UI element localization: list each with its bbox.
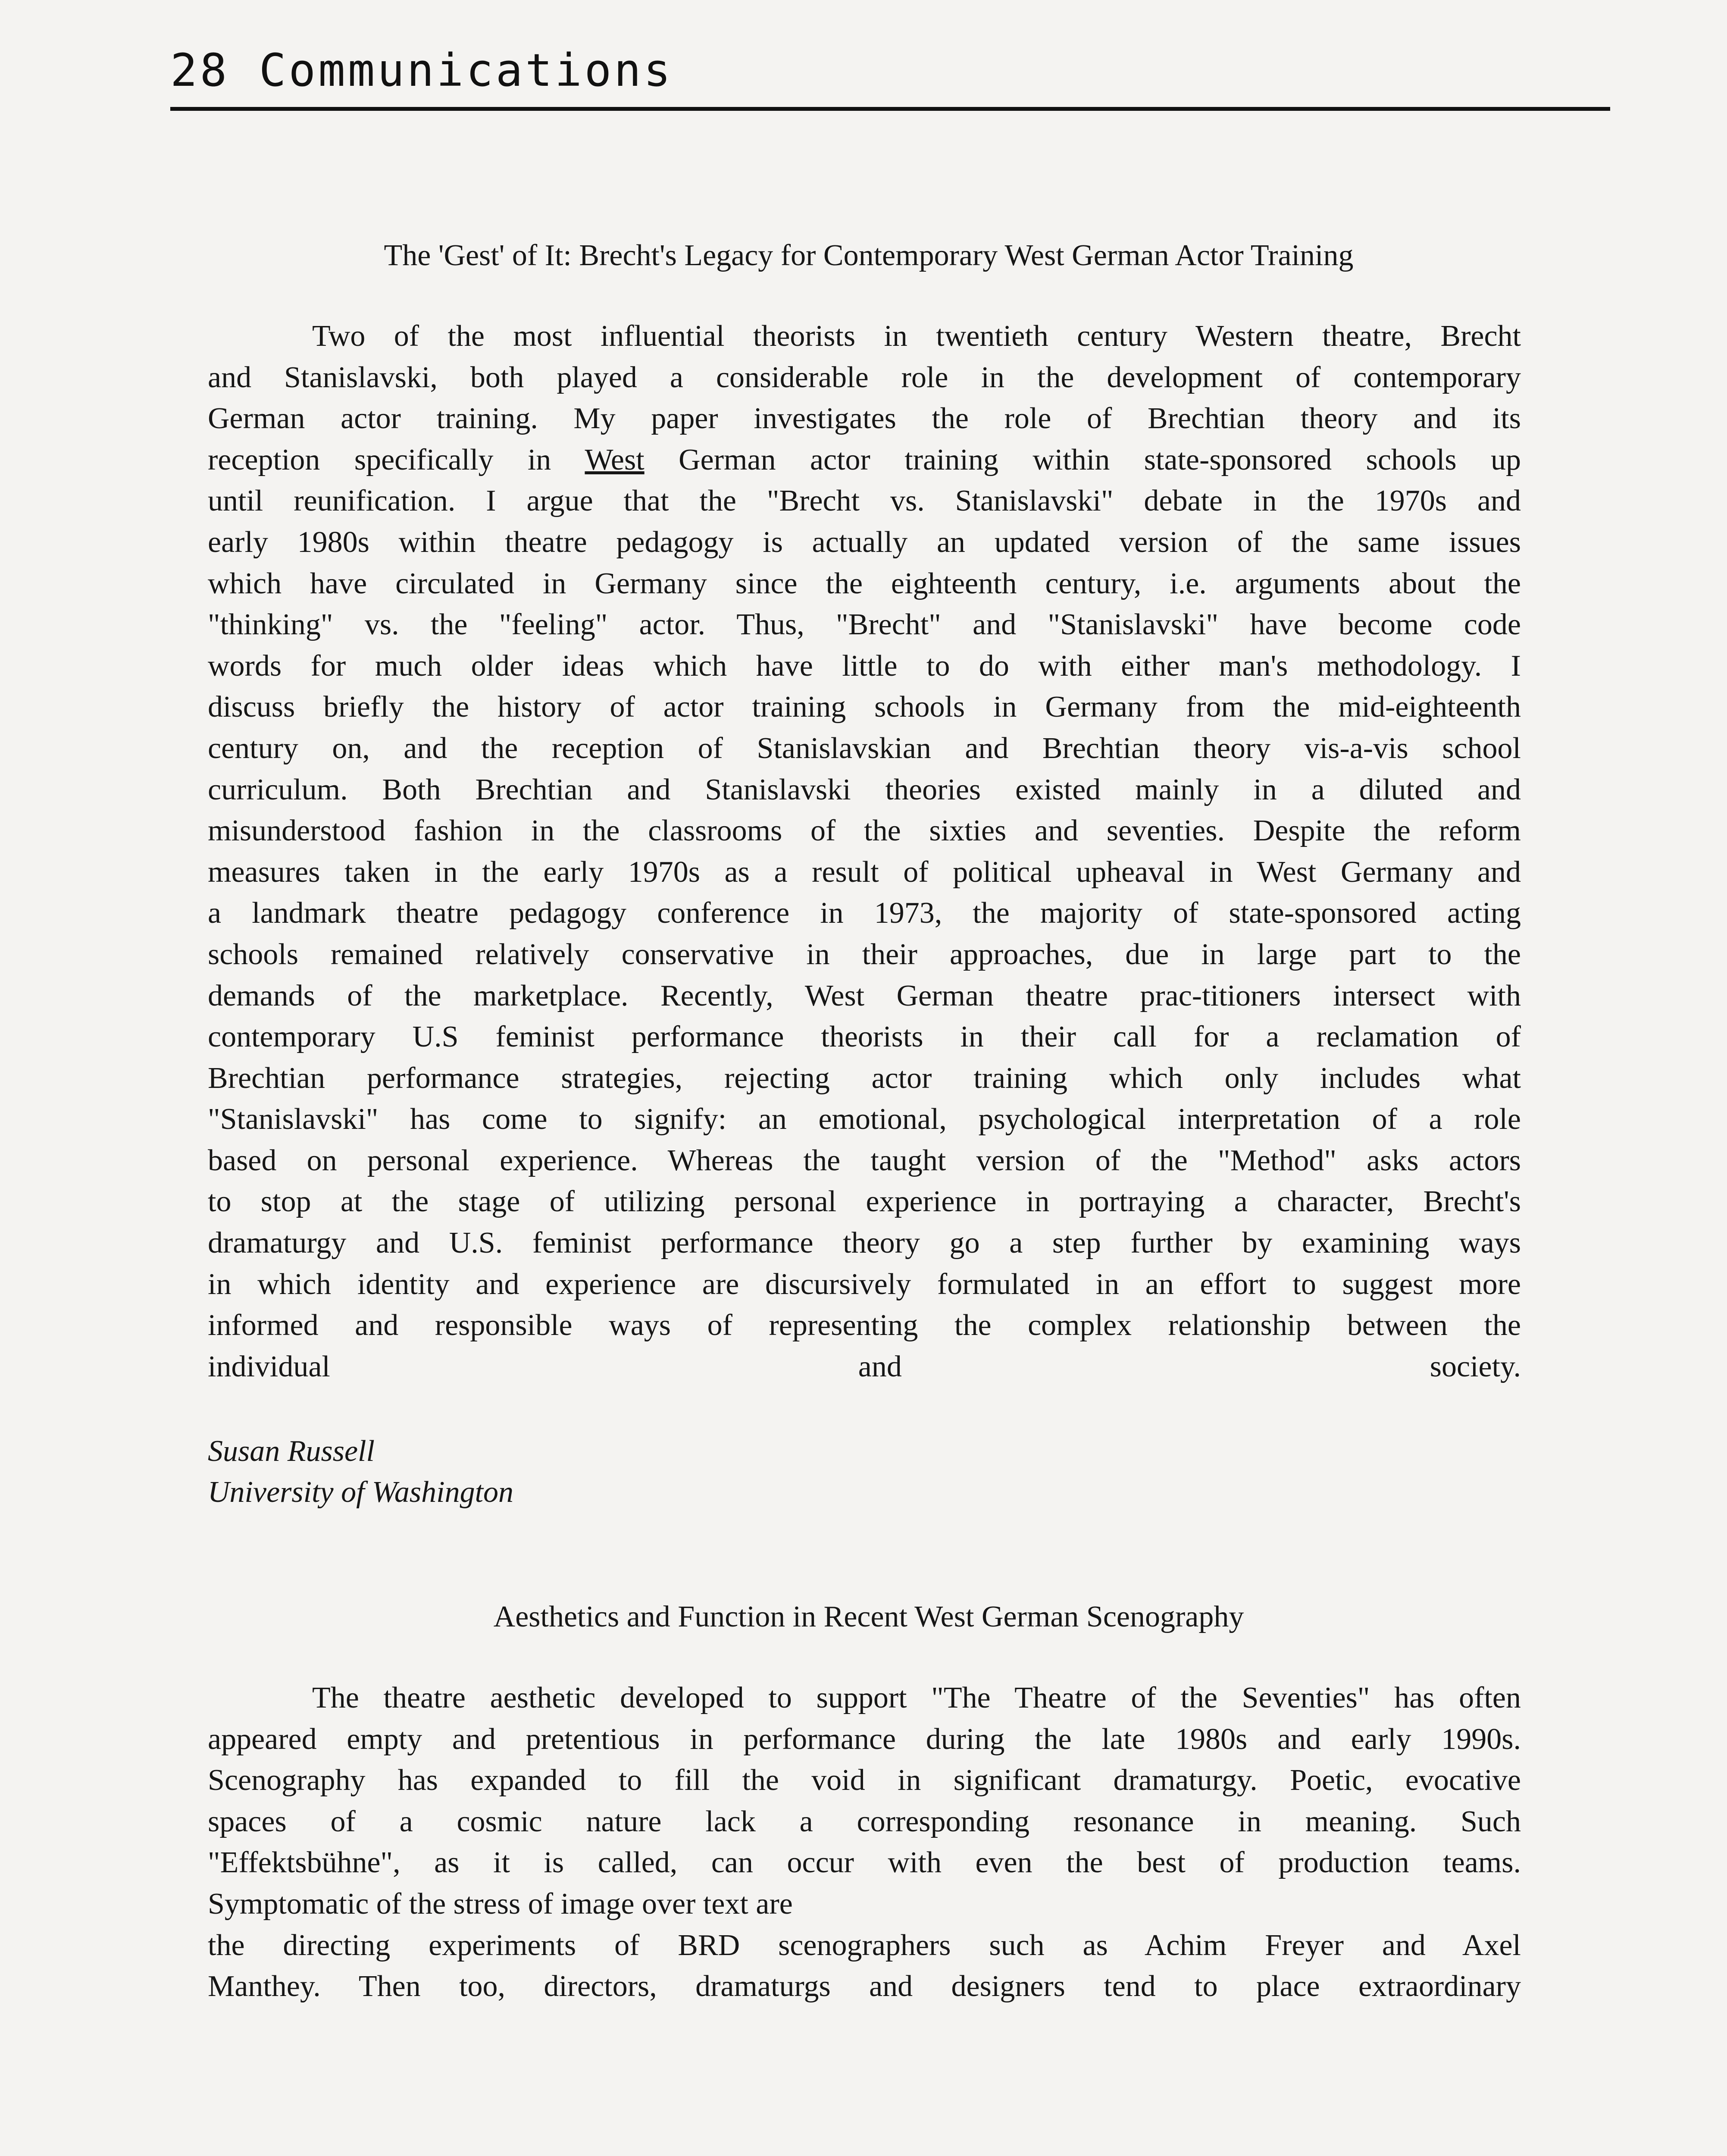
page-number: 28 bbox=[170, 44, 230, 97]
header-rule bbox=[170, 107, 1610, 111]
text-line: discuss briefly the history of actor training schools in Germany from the mid-eighteenth bbox=[208, 690, 1521, 724]
article2-title: Aesthetics and Function in Recent West German Scenography bbox=[493, 1600, 1244, 1633]
text-line: measures taken in the early 1970s as a result of political upheaval in West Germany and bbox=[208, 855, 1521, 889]
text-line: curriculum. Both Brechtian and Stanislavski theories existed mainly in a diluted and bbox=[208, 773, 1521, 806]
text-line: based on personal experience. Whereas the taught version of the "Method" asks actors bbox=[208, 1144, 1521, 1177]
text-line: until reunification. I argue that the "Brecht vs. Stanislavski" debate in the 1970s and bbox=[208, 484, 1521, 518]
text-line: Symptomatic of the stress of image over text are bbox=[208, 1887, 793, 1921]
text-line: Scenography has expanded to fill the void in significant dramaturgy. Poetic, evocative bbox=[208, 1764, 1521, 1797]
text-line: which have circulated in Germany since the eighteenth century, i.e. arguments about the bbox=[208, 567, 1521, 600]
article1-title: The 'Gest' of It: Brecht's Legacy for Contemporary West German Actor Training bbox=[384, 239, 1354, 272]
underlined-word: West bbox=[585, 443, 644, 476]
text-line: "thinking" vs. the "feeling" actor. Thus, "Brecht" and "Stanislavski" have become code bbox=[208, 608, 1521, 642]
text-fragment: reception specifically in bbox=[208, 443, 585, 476]
text-line: early 1980s within theatre pedagogy is actually an updated version of the same issues bbox=[208, 525, 1521, 559]
text-line: misunderstood fashion in the classrooms of the sixties and seventies. Despite the reform bbox=[208, 814, 1521, 848]
text-line: dramaturgy and U.S. feminist performance theory go a step further by examining ways bbox=[208, 1226, 1521, 1260]
running-head bbox=[170, 38, 1610, 103]
text-line bbox=[208, 439, 1521, 481]
text-line: century on, and the reception of Stanislavskian and Brechtian theory vis-a-vis school bbox=[208, 731, 1521, 765]
text-line: "Effektsbühne", as it is called, can occur with even the best of production teams. bbox=[208, 1846, 1521, 1880]
text-line: informed and responsible ways of representing the complex relationship between the bbox=[208, 1309, 1521, 1342]
text-line: the directing experiments of BRD scenographers such as Achim Freyer and Axel bbox=[208, 1928, 1521, 1962]
text-line: The theatre aesthetic developed to support "The Theatre of the Seventies" has often bbox=[312, 1681, 1521, 1714]
text-line: Two of the most influential theorists in twentieth century Western theatre, Brecht bbox=[312, 320, 1521, 353]
text-line: appeared empty and pretentious in performance during the late 1980s and early 1990s. bbox=[208, 1722, 1521, 1756]
section-title: Communications bbox=[259, 44, 673, 97]
text-line: Brechtian performance strategies, rejecting actor training which only includes what bbox=[208, 1061, 1521, 1095]
text-line: German actor training. My paper investigates the role of Brechtian theory and its bbox=[208, 402, 1521, 436]
text-line: in which identity and experience are discursively formulated in an effort to suggest more bbox=[208, 1267, 1521, 1301]
text-fragment: German actor training within state-sponsored schools up bbox=[644, 443, 1521, 476]
article2-abstract bbox=[208, 1677, 1521, 2007]
text-line: individual and society. bbox=[208, 1350, 1521, 1383]
text-line: spaces of a cosmic nature lack a corresponding resonance in meaning. Such bbox=[208, 1805, 1521, 1838]
text-line: words for much older ideas which have little to do with either man's methodology. I bbox=[208, 649, 1521, 683]
text-line: schools remained relatively conservative in their approaches, due in large part to the bbox=[208, 937, 1521, 971]
text-line: a landmark theatre pedagogy conference in 1973, the majority of state-sponsored acting bbox=[208, 896, 1521, 930]
text-line: and Stanislavski, both played a considerable role in the development of contemporary bbox=[208, 360, 1521, 394]
text-line: contemporary U.S feminist performance theorists in their call for a reclamation of bbox=[208, 1020, 1521, 1054]
article1-abstract bbox=[208, 316, 1521, 1387]
page-header bbox=[170, 38, 1610, 103]
text-line: to stop at the stage of utilizing personal experience in portraying a character, Brecht's bbox=[208, 1185, 1521, 1219]
author-name: Susan Russell bbox=[208, 1435, 375, 1468]
text-line: "Stanislavski" has come to signify: an emotional, psychological interpretation of a role bbox=[208, 1103, 1521, 1136]
text-line: demands of the marketplace. Recently, West German theatre prac-titioners intersect with bbox=[208, 979, 1521, 1012]
author-affiliation: University of Washington bbox=[208, 1476, 514, 1509]
text-line: Manthey. Then too, directors, dramaturgs and designers tend to place extraordinary bbox=[208, 1970, 1521, 2003]
